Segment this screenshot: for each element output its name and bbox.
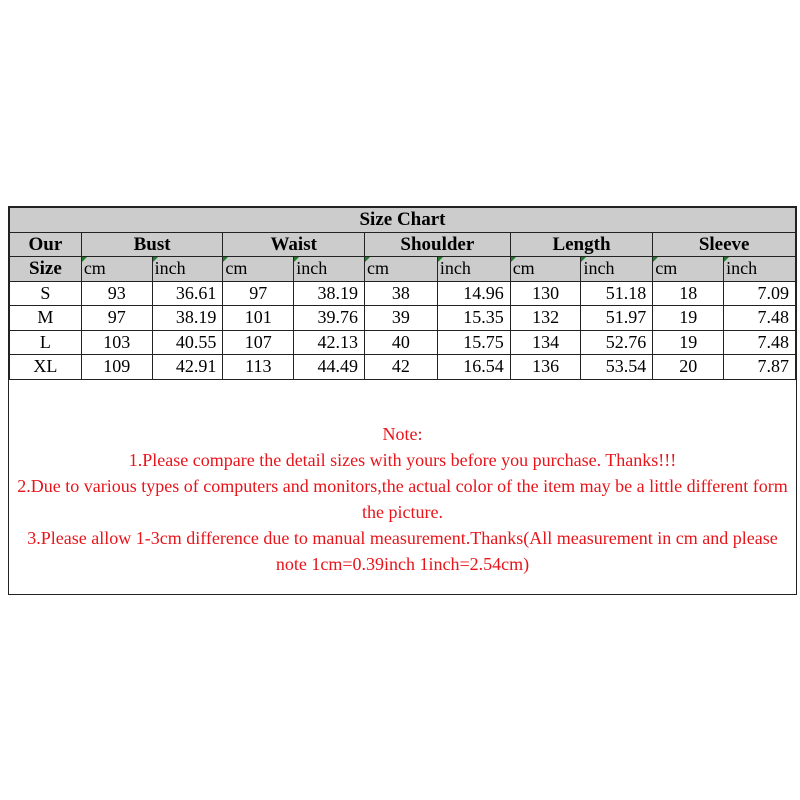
table-cell: 16.54 (437, 355, 510, 380)
unit-header-waist-cm (223, 257, 294, 282)
table-cell: 51.97 (581, 306, 653, 331)
table-row (10, 306, 796, 331)
unit-header-shoulder-cm (365, 257, 438, 282)
note-line-3: 3.Please allow 1-3cm difference due to manual measurement.Thanks(All measurement in cm and please note 1cm=0.39inch 1inch=2.54cm) (27, 528, 778, 574)
table-cell: 15.35 (437, 306, 510, 331)
group-header-bust: Bust (81, 232, 223, 257)
unit-header-waist-inch (294, 257, 365, 282)
unit-label: inch (439, 258, 471, 279)
cell-marker (581, 257, 586, 262)
cell-marker (294, 257, 299, 262)
table-cell: 36.61 (152, 281, 223, 306)
table-cell: 40 (365, 330, 438, 355)
cell-marker (724, 257, 729, 262)
table-cell: 42 (365, 355, 438, 380)
size-label: M (10, 306, 82, 331)
table-cell: 39.76 (294, 306, 365, 331)
table-row (10, 281, 796, 306)
size-header-bottom: Size (10, 257, 82, 282)
table-cell: 7.87 (724, 355, 796, 380)
table-cell: 113 (223, 355, 294, 380)
unit-label: inch (726, 258, 758, 279)
unit-header-length-inch (581, 257, 653, 282)
unit-label: cm (367, 258, 389, 279)
table-row (10, 355, 796, 380)
size-header-top: Our (10, 232, 82, 257)
unit-label: cm (83, 258, 106, 279)
group-header-shoulder: Shoulder (365, 232, 511, 257)
table-cell: 109 (81, 355, 152, 380)
table-cell: 38.19 (152, 306, 223, 331)
table-cell: 101 (223, 306, 294, 331)
table-cell: 132 (510, 306, 581, 331)
notes-section (9, 421, 796, 577)
unit-header-sleeve-inch (724, 257, 796, 282)
note-line-2: 2.Due to various types of computers and monitors,the actual color of the item may be a little different form the picture. (17, 476, 788, 522)
table-cell: 44.49 (294, 355, 365, 380)
table-cell: 130 (510, 281, 581, 306)
table-cell: 97 (223, 281, 294, 306)
note-line-1: 1.Please compare the detail sizes with yours before you purchase. Thanks!!! (128, 450, 677, 470)
unit-header-bust-cm (81, 257, 152, 282)
table-cell: 107 (223, 330, 294, 355)
cell-marker (365, 257, 370, 262)
table-cell: 42.13 (294, 330, 365, 355)
cell-marker (153, 257, 158, 262)
unit-header-bust-inch (152, 257, 223, 282)
size-label: XL (10, 355, 82, 380)
table-cell: 38.19 (294, 281, 365, 306)
unit-label: inch (154, 258, 186, 279)
table-cell: 19 (653, 306, 724, 331)
cell-marker (82, 257, 87, 262)
unit-header-sleeve-cm (653, 257, 724, 282)
table-cell: 7.09 (724, 281, 796, 306)
chart-title: Size Chart (10, 208, 796, 233)
table-cell: 7.48 (724, 330, 796, 355)
unit-label: inch (583, 258, 615, 279)
table-cell: 14.96 (437, 281, 510, 306)
table-cell: 15.75 (437, 330, 510, 355)
cell-marker (653, 257, 658, 262)
table-cell: 93 (81, 281, 152, 306)
size-chart (8, 206, 797, 595)
table-cell: 40.55 (152, 330, 223, 355)
table-cell: 18 (653, 281, 724, 306)
unit-label: cm (512, 258, 535, 279)
notes-heading: Note: (382, 424, 423, 444)
cell-marker (511, 257, 516, 262)
table-cell: 136 (510, 355, 581, 380)
table-cell: 103 (81, 330, 152, 355)
table-cell: 53.54 (581, 355, 653, 380)
table-cell: 38 (365, 281, 438, 306)
unit-header-length-cm (510, 257, 581, 282)
table-row (10, 330, 796, 355)
size-label: L (10, 330, 82, 355)
group-header-length: Length (510, 232, 653, 257)
cell-marker (223, 257, 228, 262)
table-cell: 19 (653, 330, 724, 355)
table-cell: 7.48 (724, 306, 796, 331)
unit-label: cm (655, 258, 678, 279)
group-header-sleeve: Sleeve (653, 232, 796, 257)
size-table (9, 207, 796, 380)
table-cell: 39 (365, 306, 438, 331)
table-cell: 20 (653, 355, 724, 380)
cell-marker (438, 257, 443, 262)
table-cell: 52.76 (581, 330, 653, 355)
size-label: S (10, 281, 82, 306)
table-cell: 42.91 (152, 355, 223, 380)
group-header-waist: Waist (223, 232, 365, 257)
unit-header-shoulder-inch (437, 257, 510, 282)
table-cell: 51.18 (581, 281, 653, 306)
table-cell: 97 (81, 306, 152, 331)
unit-label: cm (225, 258, 248, 279)
table-cell: 134 (510, 330, 581, 355)
unit-label: inch (296, 258, 328, 279)
